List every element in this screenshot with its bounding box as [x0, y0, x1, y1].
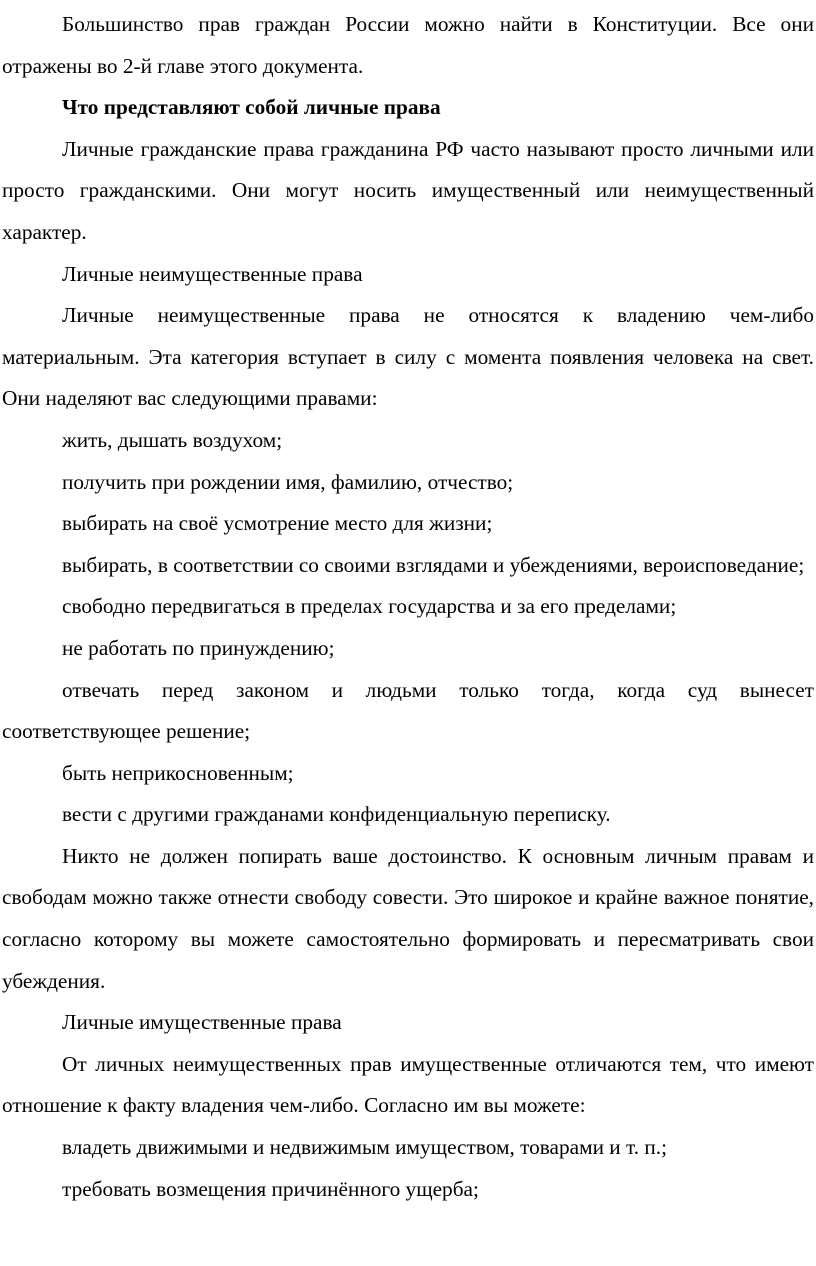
list-item: не работать по принуждению; — [62, 635, 335, 660]
list-item: требовать возмещения причинённого ущерба; — [62, 1176, 479, 1201]
list-item: жить, дышать воздухом; — [62, 427, 283, 452]
personal-rights-paragraph: Личные гражданские права гражданина РФ часто называют просто личными или просто гражданскими. Они могут носить имущественный или неимущественный характер. — [2, 136, 814, 244]
list-item: владеть движимыми и недвижимым имуществом, товарами и т. п.; — [62, 1135, 668, 1160]
list-item: отвечать перед законом и людьми только тогда, когда суд вынесет соответствующее решение; — [2, 677, 814, 744]
subheading-property-rights: Личные имущественные права — [62, 1010, 342, 1035]
list-item: быть неприкосновенным; — [62, 760, 294, 785]
subheading-non-property-rights: Личные неимущественные права — [62, 261, 363, 286]
section-heading-personal-rights: Что представляют собой личные права — [62, 95, 441, 120]
list-item: вести с другими гражданами конфиденциальную переписку. — [62, 802, 611, 827]
property-rights-paragraph: От личных неимущественных прав имущественные отличаются тем, что имеют отношение к факту владения чем-либо. Согласно им вы можете: — [2, 1051, 814, 1118]
list-item: выбирать на своё усмотрение место для жизни; — [62, 511, 493, 536]
intro-paragraph: Большинство прав граждан России можно найти в Конституции. Все они отражены во 2-й главе этого документа. — [2, 12, 814, 78]
non-property-rights-paragraph: Личные неимущественные права не относятся к владению чем-либо материальным. Эта категория вступает в силу с момента появления человека на свет. Они наделяют вас следующими правами: — [2, 303, 814, 411]
freedom-of-conscience-paragraph: Никто не должен попирать ваше достоинство. К основным личным правам и свободам можно также отнести свободу совести. Это широкое и крайне важное понятие, согласно которому вы можете самостоятельно формировать и пересматривать свои убеждения. — [2, 843, 814, 993]
list-item: получить при рождении имя, фамилию, отчество; — [62, 469, 514, 494]
list-item: свободно передвигаться в пределах государства и за его пределами; — [62, 594, 677, 619]
list-item: выбирать, в соответствии со своими взглядами и убеждениями, вероисповедание; — [62, 552, 805, 577]
